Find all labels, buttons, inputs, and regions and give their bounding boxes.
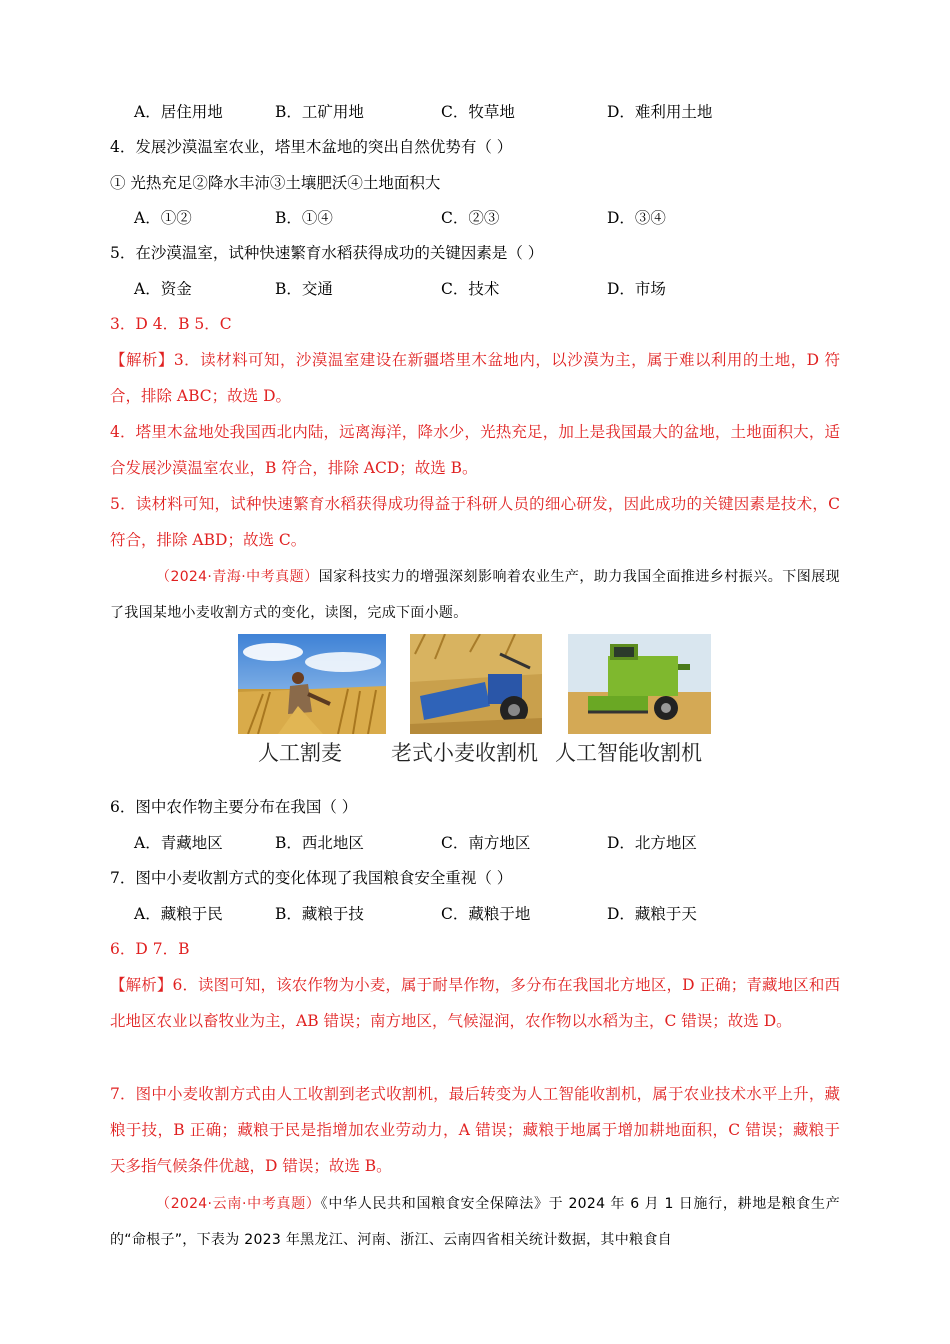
q4-option-a: A．①② <box>134 209 192 227</box>
q7-option-b: B．藏粮于技 <box>275 905 364 923</box>
intro-text: 国家科技实力的增强深刻影响着农业生产，助力我国全面推进乡村振兴。下图展现了我国某地小麦收割方式的变化，读图，完成下面小题。 <box>110 569 840 621</box>
intro-text: 《中华人民共和国粮食安全保障法》于 2024 年 6 月 1 日施行，耕地是粮食生产的“命根子”，下表为 2023 年黑龙江、河南、浙江、云南四省相关统计数据，其中粮食自 <box>110 1196 840 1248</box>
photo-old-harvester <box>410 634 542 734</box>
analysis-5: 5．读材料可知，试种快速繁育水稻获得成功得益于科研人员的细心研发，因此成功的关键因素是技术，C 符合，排除 ABD；故选 C。 <box>110 495 840 549</box>
analysis-7: 7．图中小麦收割方式由人工收割到老式收割机，最后转变为人工智能收割机，属于农业技术水平上升，藏粮于技，B 正确；藏粮于民是指增加农业劳动力，A 错误；藏粮于地属于增加耕地面积，C 错误；藏粮于天多指气候条件优越，D 错误；故选 B。 <box>110 1085 840 1175</box>
q5-option-b: B．交通 <box>275 280 333 298</box>
q4-items: ① 光热充足②降水丰沛③土壤肥沃④土地面积大 <box>110 174 441 192</box>
analysis-3-text: 3．读材料可知，沙漠温室建设在新疆塔里木盆地内，以沙漠为主，属于难以利用的土地，D 符合，排除 ABC；故选 D。 <box>110 351 840 405</box>
analysis-6-text: 6．读图可知，该农作物为小麦，属于耐旱作物，多分布在我国北方地区，D 正确；青藏地区和西北地区农业以畜牧业为主，AB 错误；南方地区，气候湿润，农作物以水稻为主，C 错误；故选 D。 <box>110 976 840 1030</box>
analysis-label: 【解析】 <box>110 976 173 994</box>
q6-option-c: C．南方地区 <box>441 834 531 852</box>
q7-option-d: D．藏粮于天 <box>607 905 697 923</box>
q3-option-d: D．难利用土地 <box>607 103 713 121</box>
q5-option-d: D．市场 <box>607 280 666 298</box>
q5-stem: 5．在沙漠温室，试种快速繁育水稻获得成功的关键因素是（ ） <box>110 244 544 262</box>
analysis-3 <box>110 342 840 414</box>
q3-option-c: C．牧草地 <box>441 103 515 121</box>
q7-option-c: C．藏粮于地 <box>441 905 531 923</box>
caption-manual-harvest: 人工割麦 <box>258 741 342 765</box>
answers-6-7: 6．D 7．B <box>110 940 190 958</box>
intro-qinghai <box>110 559 840 631</box>
photo-ai-harvester <box>568 634 711 734</box>
q4-option-b: B．①④ <box>275 209 333 227</box>
q7-stem: 7．图中小麦收割方式的变化体现了我国粮食安全重视（ ） <box>110 869 513 887</box>
q3-option-a: A．居住用地 <box>134 103 223 121</box>
q4-option-d: D．③④ <box>607 209 666 227</box>
q6-option-d: D．北方地区 <box>607 834 697 852</box>
source-tag: （2024·云南·中考真题） <box>156 1196 321 1212</box>
caption-old-harvester: 老式小麦收割机 <box>391 741 538 765</box>
caption-ai-harvester: 人工智能收割机 <box>555 741 702 765</box>
q6-stem: 6．图中农作物主要分布在我国（ ） <box>110 798 358 816</box>
analysis-label: 【解析】 <box>110 351 174 369</box>
analysis-4: 4．塔里木盆地处我国西北内陆，远离海洋，降水少，光热充足，加上是我国最大的盆地，土地面积大，适合发展沙漠温室农业，B 符合，排除 ACD；故选 B。 <box>110 423 840 477</box>
q4-option-c: C．②③ <box>441 209 500 227</box>
photo-manual-harvest <box>238 634 386 734</box>
q3-option-b: B．工矿用地 <box>275 103 364 121</box>
q6-option-a: A．青藏地区 <box>134 834 223 852</box>
source-tag: （2024·青海·中考真题） <box>156 569 319 585</box>
q6-option-b: B．西北地区 <box>275 834 364 852</box>
analysis-6 <box>110 967 840 1039</box>
q4-stem: 4．发展沙漠温室农业，塔里木盆地的突出自然优势有（ ） <box>110 138 513 156</box>
intro-yunnan <box>110 1186 840 1258</box>
q5-option-c: C．技术 <box>441 280 500 298</box>
q5-option-a: A．资金 <box>134 280 192 298</box>
answers-3-5: 3．D 4．B 5．C <box>110 315 232 333</box>
q7-option-a: A．藏粮于民 <box>134 905 223 923</box>
